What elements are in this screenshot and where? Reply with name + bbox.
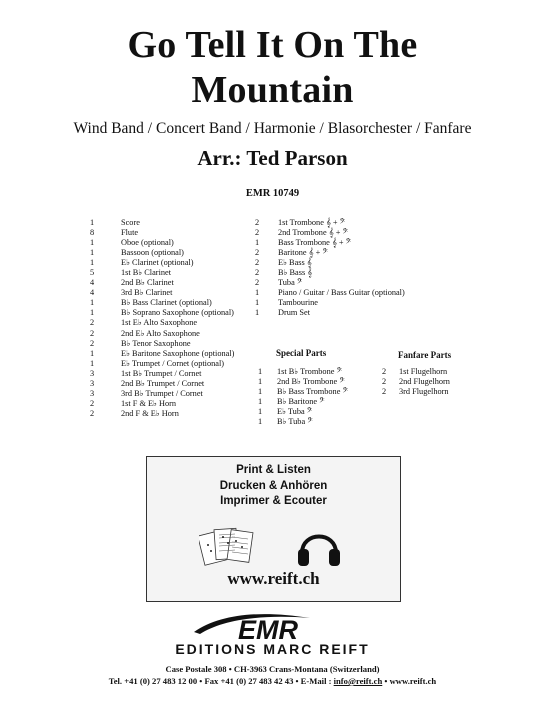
- part-name: 3rd B♭ Trumpet / Cornet: [121, 388, 203, 398]
- part-name: Baritone 𝄞 + 𝄢: [278, 248, 328, 258]
- part-quantity: 4: [90, 278, 95, 288]
- part-row: [90, 379, 234, 389]
- part-quantity: 3: [90, 388, 95, 398]
- part-quantity: 1: [255, 288, 260, 298]
- part-quantity: 1: [90, 298, 95, 308]
- part-name: 3rd Flugelhorn: [399, 387, 449, 397]
- part-row: [258, 377, 348, 387]
- part-row: [90, 228, 234, 238]
- promo-url: www.reift.ch: [227, 569, 320, 588]
- part-name: Flute: [121, 228, 139, 238]
- part-row: [90, 278, 234, 288]
- part-name: 1st B♭ Trombone 𝄢: [277, 367, 342, 376]
- part-name: 2nd Flugelhorn: [399, 377, 450, 387]
- part-quantity: 1: [258, 407, 263, 417]
- part-name: 1st B♭ Trumpet / Cornet: [121, 368, 202, 378]
- part-name: 3rd B♭ Clarinet: [121, 288, 173, 298]
- part-row: [90, 389, 234, 399]
- part-quantity: 2: [255, 248, 260, 258]
- part-quantity: 2: [255, 228, 260, 238]
- part-quantity: 2: [255, 258, 260, 268]
- part-quantity: 2: [90, 338, 95, 348]
- part-quantity: 1: [255, 298, 260, 308]
- print-listen-banner[interactable]: [146, 456, 401, 602]
- part-quantity: 1: [90, 348, 95, 358]
- part-quantity: 2: [382, 377, 387, 387]
- part-name: 2nd F & E♭ Horn: [121, 408, 179, 418]
- part-row: [255, 218, 405, 228]
- part-quantity: 1: [90, 258, 95, 268]
- part-name: Tuba 𝄢: [278, 278, 303, 288]
- part-row: [258, 397, 348, 407]
- publisher-contact: [0, 676, 545, 686]
- part-name: 2nd Trombone 𝄞 + 𝄢: [278, 228, 348, 238]
- headphones-icon: [295, 523, 343, 569]
- special-parts-heading: Special Parts: [276, 348, 327, 358]
- part-name: E♭ Baritone Saxophone (optional): [121, 348, 235, 358]
- part-name: B♭ Baritone 𝄢: [277, 397, 325, 407]
- part-name: E♭ Tuba 𝄢: [277, 407, 313, 417]
- part-quantity: 2: [255, 218, 260, 227]
- part-quantity: 1: [258, 367, 263, 376]
- part-row: [90, 359, 234, 369]
- part-row: [382, 377, 450, 387]
- part-quantity: 3: [90, 378, 95, 388]
- part-quantity: 2: [90, 318, 95, 328]
- part-quantity: 2: [382, 387, 387, 397]
- part-row: [255, 268, 405, 278]
- part-quantity: 1: [258, 417, 263, 427]
- part-row: [90, 409, 234, 419]
- part-name: E♭ Trumpet / Cornet (optional): [121, 358, 225, 368]
- part-name: Bassoon (optional): [121, 248, 184, 258]
- promo-line-1: Print & Listen: [236, 464, 311, 476]
- part-row: [90, 349, 234, 359]
- parts-list-right: [255, 218, 405, 318]
- part-quantity: 5: [90, 268, 95, 278]
- contact-email-link[interactable]: info@reift.ch: [333, 676, 383, 686]
- part-row: [90, 248, 234, 258]
- part-row: [255, 308, 405, 318]
- publisher-address: Case Postale 308 • CH-3963 Crans-Montana (Switzerland): [165, 664, 380, 674]
- part-quantity: 2: [382, 367, 387, 376]
- part-row: [90, 238, 234, 248]
- part-name: B♭ Tuba 𝄢: [277, 417, 313, 427]
- part-row: [255, 258, 405, 268]
- part-quantity: 1: [90, 248, 95, 258]
- part-row: [255, 288, 405, 298]
- parts-list-left: [90, 218, 234, 419]
- part-name: B♭ Soprano Saxophone (optional): [121, 308, 234, 318]
- part-row: [258, 387, 348, 397]
- part-name: 2nd B♭ Trombone 𝄢: [277, 377, 345, 387]
- part-row: [90, 308, 234, 318]
- part-name: E♭ Clarinet (optional): [121, 258, 194, 268]
- part-name: 1st Flugelhorn: [399, 367, 448, 376]
- part-name: 1st Trombone 𝄞 + 𝄢: [278, 218, 346, 227]
- part-quantity: 8: [90, 228, 95, 238]
- part-name: Tambourine: [278, 298, 318, 308]
- part-name: 2nd B♭ Clarinet: [121, 278, 174, 288]
- part-row: [90, 369, 234, 379]
- part-quantity: 1: [90, 358, 95, 368]
- part-row: [90, 399, 234, 409]
- contact-phone-fax: Tel. +41 (0) 27 483 12 00 • Fax +41 (0) 27 483 42 43 • E-Mail :: [108, 676, 334, 686]
- part-row: [255, 298, 405, 308]
- part-quantity: 1: [255, 308, 260, 318]
- part-row: [255, 278, 405, 288]
- fanfare-parts-list: [382, 367, 450, 397]
- title-line-1: Go Tell It On The: [127, 24, 418, 66]
- part-row: [258, 417, 348, 427]
- svg-text:EMR: EMR: [238, 615, 298, 642]
- promo-line-3: Imprimer & Ecouter: [220, 495, 327, 507]
- part-name: 2nd E♭ Alto Saxophone: [121, 328, 200, 338]
- promo-line-2: Drucken & Anhören: [219, 479, 328, 492]
- part-row: [258, 367, 348, 377]
- part-name: Bass Trombone 𝄞 + 𝄢: [278, 238, 352, 248]
- part-row: [90, 318, 234, 328]
- emr-logo: [190, 612, 358, 642]
- part-name: 1st E♭ Alto Saxophone: [121, 318, 198, 328]
- part-name: Drum Set: [278, 308, 311, 318]
- part-quantity: 2: [255, 278, 260, 288]
- part-row: [90, 218, 234, 228]
- part-name: 1st F & E♭ Horn: [121, 398, 177, 408]
- part-name: 2nd B♭ Trumpet / Cornet: [121, 378, 205, 388]
- part-name: B♭ Bass Clarinet (optional): [121, 298, 212, 308]
- part-row: [255, 248, 405, 258]
- part-name: Score: [121, 218, 140, 227]
- sheet-music-icon: [199, 523, 263, 573]
- special-parts-list: [258, 367, 348, 427]
- part-row: [90, 339, 234, 349]
- part-row: [255, 238, 405, 248]
- part-row: [90, 268, 234, 278]
- part-row: [382, 367, 450, 377]
- part-row: [90, 258, 234, 268]
- catalog-number: EMR 10749: [245, 188, 300, 199]
- part-quantity: 1: [258, 377, 263, 387]
- part-name: E♭ Bass 𝄞: [278, 258, 312, 268]
- title-line-2: Mountain: [191, 69, 354, 111]
- part-row: [255, 228, 405, 238]
- part-row: [90, 329, 234, 339]
- part-name: Oboe (optional): [121, 238, 174, 248]
- part-quantity: 4: [90, 288, 95, 298]
- part-row: [90, 298, 234, 308]
- part-quantity: 2: [90, 328, 95, 338]
- contact-web: • www.reift.ch: [382, 676, 437, 686]
- part-quantity: 1: [90, 308, 95, 318]
- part-quantity: 1: [90, 238, 95, 248]
- subtitle: Wind Band / Concert Band / Harmonie / Blasorchester / Fanfare: [73, 120, 472, 137]
- part-quantity: 1: [255, 238, 260, 248]
- part-name: Piano / Guitar / Bass Guitar (optional): [278, 288, 405, 298]
- part-quantity: 3: [90, 368, 95, 378]
- part-name: B♭ Tenor Saxophone: [121, 338, 191, 348]
- part-quantity: 2: [90, 398, 95, 408]
- part-row: [258, 407, 348, 417]
- part-row: [382, 387, 450, 397]
- fanfare-parts-heading: Fanfare Parts: [398, 350, 452, 360]
- part-name: B♭ Bass Trombone 𝄢: [277, 387, 348, 397]
- part-row: [90, 288, 234, 298]
- part-quantity: 2: [90, 408, 95, 418]
- part-quantity: 1: [90, 218, 95, 227]
- part-name: B♭ Bass 𝄞: [278, 268, 313, 278]
- part-name: 1st B♭ Clarinet: [121, 268, 172, 278]
- publisher-name: EDITIONS MARC REIFT: [175, 641, 370, 657]
- part-quantity: 1: [258, 387, 263, 397]
- arranger: Arr.: Ted Parson: [197, 146, 348, 170]
- part-quantity: 1: [258, 397, 263, 407]
- part-quantity: 2: [255, 268, 260, 278]
